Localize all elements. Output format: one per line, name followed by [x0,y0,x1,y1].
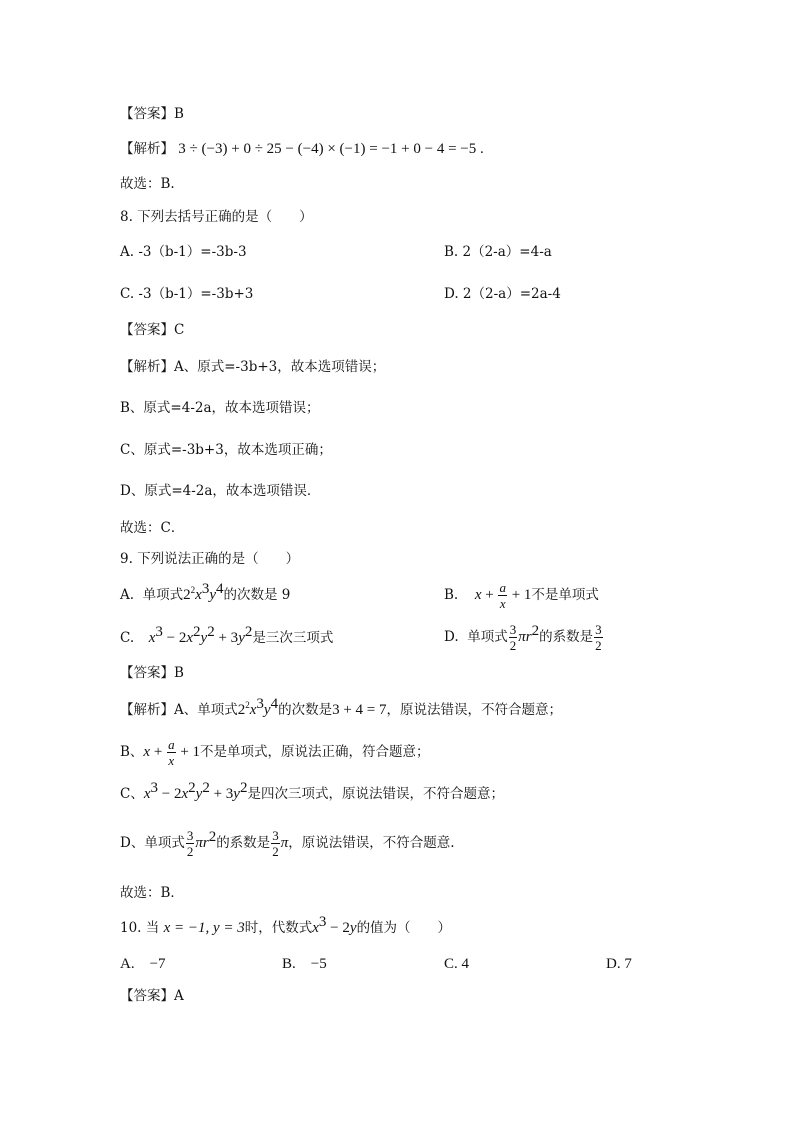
q8-option-d: D. 2（2-a）=2a-4 [444,286,561,302]
q9-option-c: C. $x^3 - 2x^2y^2 + 3y^2$是三次三项式 [120,624,334,646]
analysis-line [120,139,484,159]
q8-option-b: B. 2（2-a）=4-a [444,244,552,260]
q9-answer: 【答案】B [120,665,184,681]
q8-analysis-c: C、原式=-3b+3，故本选项正确； [120,442,332,458]
q10-option-b: B. −5 [282,956,327,972]
question-8-stem: 8. 下列去括号正确的是（ ） [120,209,313,225]
q10-answer: 【答案】A [120,988,184,1004]
q10-option-d: D. 7 [606,956,632,972]
q9-conclusion: 故选：B． [120,885,184,901]
q8-option-a: A. -3（b-1）=-3b-3 [120,244,247,260]
q8-analysis-a: 【解析】A、原式=-3b+3，故本选项错误； [120,359,386,375]
conclusion-line: 故选：B. [120,176,175,192]
q9-option-d: D. 单项式 $\frac{3}{2}$ $\pi r^2$的系数是 $\frac{3}{2}$ [444,622,602,653]
q10-option-c: C. 4 [444,956,470,972]
q9-analysis-c: C、$x^3 - 2x^2y^2 + 3y^2$是四次三项式，原说法错误，不符合题意； [120,780,504,802]
q9-option-b: B. x + $\frac{a}{x}$ + 1不是单项式 [444,580,599,611]
q10-option-a: A. −7 [120,956,166,972]
q9-analysis-a: 【解析】A、单项式$2^2x^3y^4$的次数是3 + 4 = 7，原说法错误，不符合题意； [120,696,563,718]
fraction-a-over-x: $\frac{a}{x}$ [499,580,506,611]
analysis-expression: 3 ÷ (−3) + 0 ÷ 25 − (−4) × (−1) = −1 + 0 − 4 = −5 . [178,141,484,157]
q8-conclusion: 故选：C． [120,520,185,536]
q8-analysis-d: D、原式=4-2a，故本选项错误． [120,483,321,499]
q9-analysis-b: B、x + $\frac{a}{x}$ + 1不是单项式，原说法正确，符合题意； [120,737,430,768]
question-9-stem: 9. 下列说法正确的是（ ） [120,551,300,567]
q9-analysis-d: D、单项式 $\frac{3}{2}$ $\pi r^2$的系数是 $\frac{3}{2}$ π，原说法错误，不符合题意. [120,828,455,859]
answer-line [120,104,184,124]
q8-option-c: C. -3（b-1）=-3b+3 [120,286,254,302]
question-10-stem: 10. 当 x = −1, y = 3时，代数式$x^3 - 2y$的值为（ ） [120,914,452,936]
analysis-label: 【解析】 [120,141,174,157]
monomial-expression: $2^2$ [183,585,196,603]
q9-option-a: A. 单项式$2^2x^3y^4$的次数是 9 [120,581,291,603]
q8-analysis-b: B、原式=4-2a，故本选项错误； [120,400,320,416]
q8-answer: 【答案】C [120,322,185,338]
answer-text: 【答案】B [120,106,184,122]
